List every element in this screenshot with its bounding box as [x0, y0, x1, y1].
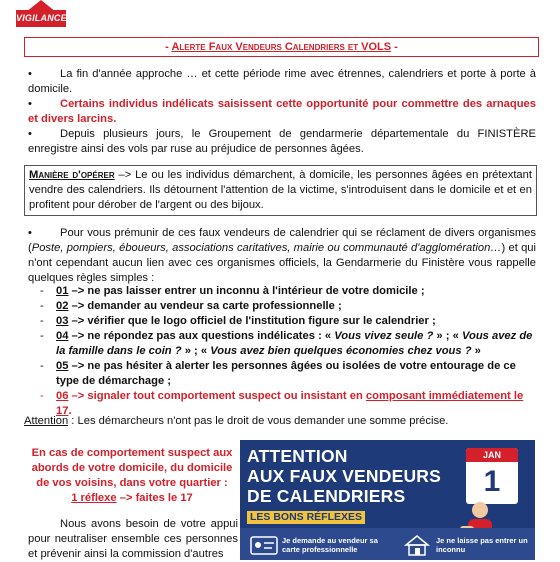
- method-box: [24, 165, 537, 216]
- bullet-period: • La fin d'année approche … et cette période rime avec étrennes, calendriers et porte à porte à domicile.: [28, 68, 536, 95]
- calendar-icon: JAN 1: [466, 448, 518, 504]
- rule-item: - 01 –> ne pas laisser entrer un inconnu à l'intérieur de votre domicile ;: [40, 285, 425, 297]
- house-icon: [403, 534, 431, 556]
- bullet-warning: • Certains individus indélicats saisissent cette opportunité pour commettre des arnaques et divers larcins.: [28, 98, 536, 125]
- poster-subtitle: LES BONS RÉFLEXES: [247, 511, 365, 524]
- poster-reflex-1: Je demande au vendeur sa carte professionnelle: [282, 536, 378, 554]
- rule-item: - 05 –> ne pas hésiter à alerter les personnes âgées ou isolées de votre entourage de ce type de démarchage ;: [40, 360, 516, 387]
- support-paragraph: Nous avons besoin de votre appui pour neutraliser ensemble ces personnes et prévenir ainsi la commission d'autres: [28, 518, 238, 560]
- vigilance-logo: [16, 0, 66, 30]
- rule-item: - 02 –> demander au vendeur sa carte professionnelle ;: [40, 300, 342, 312]
- logo-banner: VIGILANCE: [16, 10, 66, 27]
- rule-item: - 04 –> ne répondez pas aux questions indélicates : « Vous vivez seule ? » ; « Vous avez de la famille dans le coin ? » ; « Vous avez bien quelques économies chez vous ? »: [40, 330, 533, 357]
- call-17-link: composant immédiatement le 17: [56, 390, 524, 417]
- bullet-intro: • Pour vous prémunir de ces faux vendeurs de calendrier qui se réclament de divers organismes (Poste, pompiers, éboueurs, associations caritatives, mairie ou communauté d'agglomération…) et qui n'ont cependant aucun lien avec ces organismes officiels, la Gendarmerie du Finistère vous rappelle quelques règles simples :: [28, 227, 537, 284]
- suspect-behaviour-note: En cas de comportement suspect aux abords de votre domicile, du domicile de vos voisins, dans votre quartier : 1 réflexe –> faites le 17: [31, 447, 233, 504]
- attention-poster: [240, 440, 535, 560]
- id-card-icon: [250, 534, 278, 556]
- poster-title: ATTENTION AUX FAUX VENDEURS DE CALENDRIERS: [247, 446, 441, 506]
- method-text: –> Le ou les individus démarchent, à domicile, les personnes âgées en prétextant vendre des calendriers. Ils détournent l'attention de la victime, s'introduisent dans le domicile et et en profitent pour dérober de l'argent ou des bijoux.: [29, 169, 532, 211]
- title-text: Alerte Faux Vendeurs Calendriers et VOLS: [171, 41, 392, 53]
- method-label: Manière d'opérer: [29, 169, 115, 181]
- attention-note: Attention : Les démarcheurs n'ont pas le droit de vous demander une somme précise.: [24, 415, 449, 427]
- bullet-gendarmerie: • Depuis plusieurs jours, le Groupement de gendarmerie départementale du FINISTÈRE enregistre ainsi des vols par ruse au préjudice de personnes âgées.: [28, 128, 536, 155]
- poster-reflex-2: Je ne laisse pas entrer un inconnu: [436, 536, 528, 554]
- rule-item: - 03 –> vérifier que le logo officiel de l'institution figure sur le calendrier ;: [40, 315, 436, 327]
- rule-item: - 06 –> signaler tout comportement suspect ou insistant en composant immédiatement le 17.: [40, 390, 524, 417]
- page-title: - Alerte Faux Vendeurs Calendriers et VOLS -: [24, 37, 539, 57]
- rules-list: [40, 284, 536, 419]
